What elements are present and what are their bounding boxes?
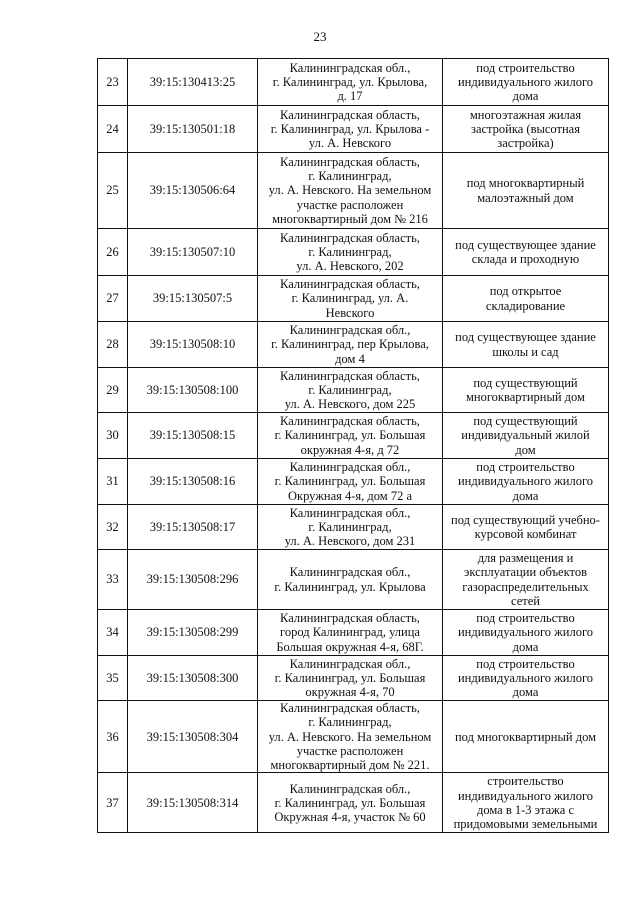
row-number-cell: 30 — [98, 413, 128, 459]
row-number-cell: 24 — [98, 106, 128, 153]
cadastral-number-cell: 39:15:130508:304 — [128, 701, 258, 773]
cadastral-number-cell: 39:15:130508:100 — [128, 368, 258, 413]
cadastral-number-cell: 39:15:130508:296 — [128, 550, 258, 610]
row-number-cell: 36 — [98, 701, 128, 773]
table-row — [98, 459, 609, 505]
table-row — [98, 322, 609, 368]
purpose-cell: под многоквартирный малоэтажный дом — [443, 153, 609, 229]
cadastral-number-cell: 39:15:130508:16 — [128, 459, 258, 505]
row-number-cell: 28 — [98, 322, 128, 368]
table-row — [98, 229, 609, 276]
address-cell: Калининградская область, г. Калининград, ул. Большая окружная 4-я, д 72 — [258, 413, 443, 459]
address-cell: Калининградская обл., г. Калининград, пер Крылова, дом 4 — [258, 322, 443, 368]
table-row — [98, 550, 609, 610]
table-row — [98, 610, 609, 656]
purpose-cell: под многоквартирный дом — [443, 701, 609, 773]
purpose-cell: под существующий учебно- курсовой комбинат — [443, 505, 609, 550]
cadastral-number-cell: 39:15:130508:17 — [128, 505, 258, 550]
cadastral-number-cell: 39:15:130506:64 — [128, 153, 258, 229]
cadastral-number-cell: 39:15:130508:300 — [128, 656, 258, 701]
row-number-cell: 37 — [98, 773, 128, 833]
purpose-cell: для размещения и эксплуатации объектов газораспределительных сетей — [443, 550, 609, 610]
purpose-cell: строительство индивидуального жилого дома в 1-3 этажа с придомовыми земельными — [443, 773, 609, 833]
row-number-cell: 27 — [98, 276, 128, 322]
table-row — [98, 773, 609, 833]
row-number-cell: 34 — [98, 610, 128, 656]
address-cell: Калининградская область, г. Калининград, ул. А. Невского. На земельном участке расположен многоквартирный дом № 221. — [258, 701, 443, 773]
purpose-cell: под существующий многоквартирный дом — [443, 368, 609, 413]
purpose-cell: под существующее здание школы и сад — [443, 322, 609, 368]
table-row — [98, 59, 609, 106]
purpose-cell: под строительство индивидуального жилого дома — [443, 459, 609, 505]
row-number-cell: 33 — [98, 550, 128, 610]
row-number-cell: 26 — [98, 229, 128, 276]
row-number-cell: 23 — [98, 59, 128, 106]
row-number-cell: 35 — [98, 656, 128, 701]
table-row — [98, 505, 609, 550]
cadastral-number-cell: 39:15:130507:10 — [128, 229, 258, 276]
address-cell: Калининградская обл., г. Калининград, ул. Крылова — [258, 550, 443, 610]
table-row — [98, 368, 609, 413]
cadastral-number-cell: 39:15:130508:15 — [128, 413, 258, 459]
purpose-cell: под существующее здание склада и проходную — [443, 229, 609, 276]
table-row — [98, 153, 609, 229]
address-cell: Калининградская обл., г. Калининград, ул. Крылова, д. 17 — [258, 59, 443, 106]
page-number: 23 — [313, 29, 327, 44]
address-cell: Калининградская область, г. Калининград, ул. Крылова - ул. А. Невского — [258, 106, 443, 153]
address-cell: Калининградская область, г. Калининград, ул. А. Невского — [258, 276, 443, 322]
purpose-cell: многоэтажная жилая застройка (высотная застройка) — [443, 106, 609, 153]
table-row — [98, 701, 609, 773]
table-row — [98, 106, 609, 153]
purpose-cell: под существующий индивидуальный жилой дом — [443, 413, 609, 459]
address-cell: Калининградская обл., г. Калининград, ул. Большая Окружная 4-я, дом 72 а — [258, 459, 443, 505]
land-plots-table — [97, 58, 609, 833]
address-cell: Калининградская обл., г. Калининград, ул. Большая окружная 4-я, 70 — [258, 656, 443, 701]
purpose-cell: под строительство индивидуального жилого дома — [443, 59, 609, 106]
address-cell: Калининградская область, г. Калининград, ул. А. Невского. На земельном участке расположен многоквартирный дом № 216 — [258, 153, 443, 229]
address-cell: Калининградская область, г. Калининград, ул. А. Невского, 202 — [258, 229, 443, 276]
table-body — [98, 59, 609, 833]
cadastral-number-cell: 39:15:130501:18 — [128, 106, 258, 153]
row-number-cell: 31 — [98, 459, 128, 505]
address-cell: Калининградская область, г. Калининград, ул. А. Невского, дом 225 — [258, 368, 443, 413]
cadastral-number-cell: 39:15:130508:314 — [128, 773, 258, 833]
purpose-cell: под строительство индивидуального жилого дома — [443, 656, 609, 701]
table-row — [98, 413, 609, 459]
address-cell: Калининградская обл., г. Калининград, ул. Большая Окружная 4-я, участок № 60 — [258, 773, 443, 833]
cadastral-number-cell: 39:15:130507:5 — [128, 276, 258, 322]
cadastral-number-cell: 39:15:130508:10 — [128, 322, 258, 368]
purpose-cell: под строительство индивидуального жилого дома — [443, 610, 609, 656]
address-cell: Калининградская область, город Калининград, улица Большая окружная 4-я, 68Г. — [258, 610, 443, 656]
table-row — [98, 276, 609, 322]
row-number-cell: 29 — [98, 368, 128, 413]
cadastral-number-cell: 39:15:130508:299 — [128, 610, 258, 656]
cadastral-number-cell: 39:15:130413:25 — [128, 59, 258, 106]
row-number-cell: 25 — [98, 153, 128, 229]
row-number-cell: 32 — [98, 505, 128, 550]
table-row — [98, 656, 609, 701]
purpose-cell: под открытое складирование — [443, 276, 609, 322]
address-cell: Калининградская обл., г. Калининград, ул. А. Невского, дом 231 — [258, 505, 443, 550]
